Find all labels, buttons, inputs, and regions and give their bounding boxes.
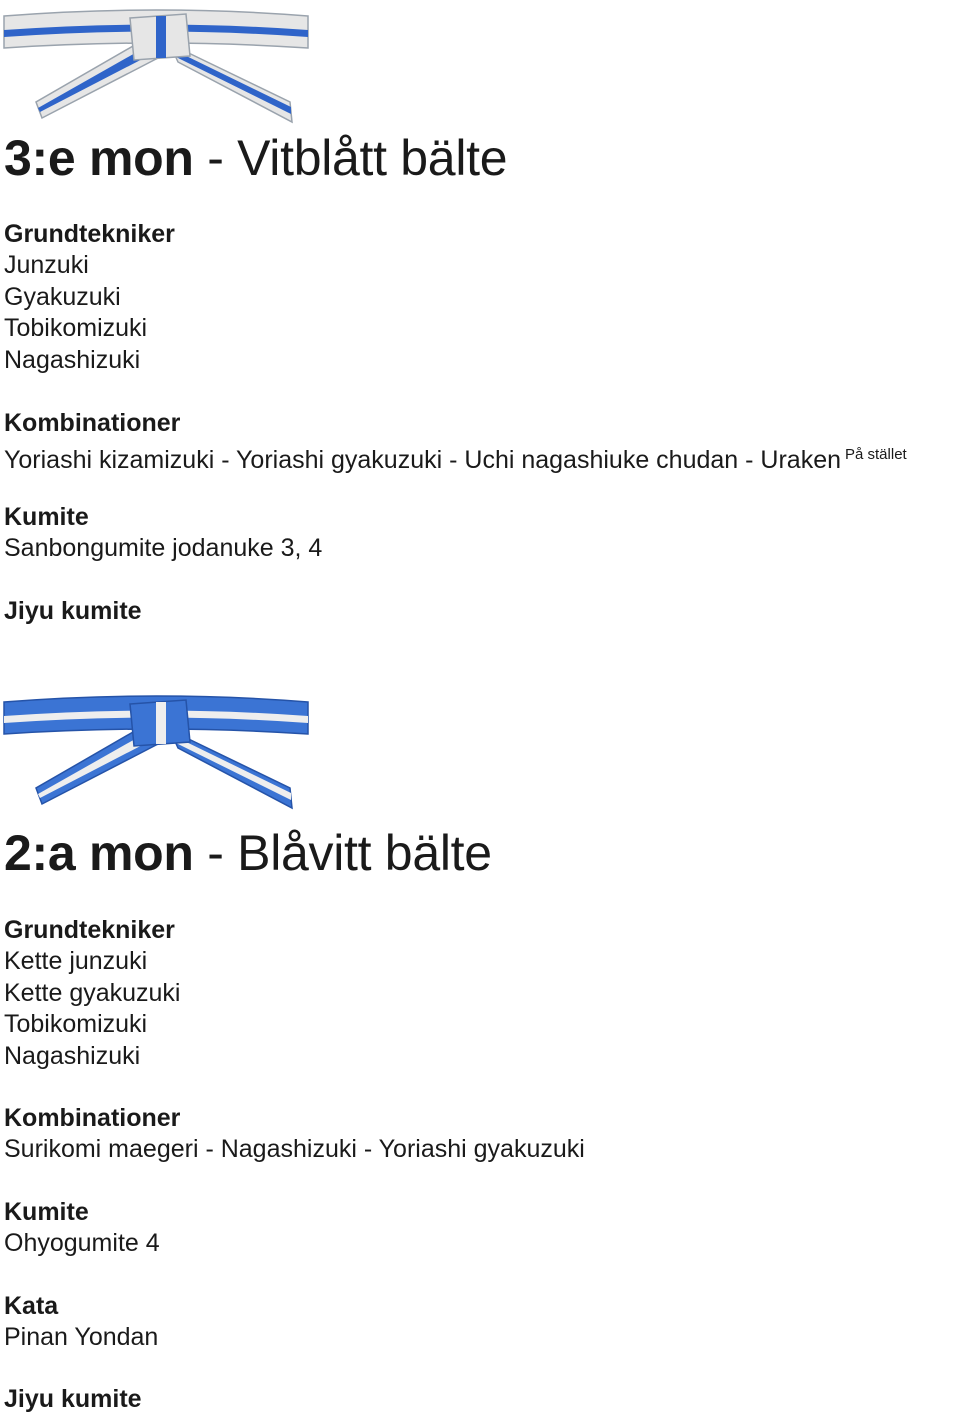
- kumite-item: Sanbongumite jodanuke 3, 4: [4, 534, 323, 562]
- title-separator: -: [207, 825, 224, 881]
- kombinationer-block: [4, 1103, 585, 1166]
- jiyu-kumite-block: [4, 596, 142, 627]
- combination-item: Surikomi maegeri - Nagashizuki - Yoriashi gyakuzuki: [4, 1135, 585, 1163]
- belt-title: [4, 825, 492, 881]
- blue-white-belt-icon: [2, 690, 312, 815]
- grundtekniker-block: [4, 219, 175, 376]
- technique-item: Junzuki: [4, 251, 89, 279]
- belt-name: Vitblått bälte: [237, 130, 508, 186]
- kata-item: Pinan Yondan: [4, 1323, 159, 1351]
- kumite-item: Ohyogumite 4: [4, 1229, 160, 1257]
- technique-item: Nagashizuki: [4, 345, 141, 374]
- section-heading: Kumite: [4, 503, 89, 531]
- section-heading: Kata: [4, 1292, 59, 1320]
- technique-item: Tobikomizuki: [4, 314, 148, 342]
- kumite-block: [4, 1197, 160, 1260]
- title-separator: -: [207, 130, 224, 186]
- technique-item: Tobikomizuki: [4, 1010, 148, 1038]
- technique-item: Kette gyakuzuki: [4, 978, 181, 1007]
- belt-title: [4, 130, 507, 186]
- white-blue-belt-icon: [2, 4, 312, 129]
- section-heading: Kombinationer: [4, 1104, 181, 1132]
- combination-note: På stället: [845, 446, 907, 463]
- grundtekniker-block: [4, 915, 181, 1072]
- kumite-block: [4, 502, 322, 565]
- belt-rank: 2:a mon: [4, 825, 194, 881]
- technique-item: Gyakuzuki: [4, 282, 121, 311]
- belt-rank: 3:e mon: [4, 130, 194, 186]
- section-heading: Kombinationer: [4, 409, 181, 437]
- belt-name: Blåvitt bälte: [237, 825, 492, 881]
- kombinationer-block: [4, 408, 907, 477]
- jiyu-kumite-block: [4, 1384, 142, 1415]
- kata-block: [4, 1291, 158, 1354]
- section-heading: Kumite: [4, 1198, 89, 1226]
- technique-item: Nagashizuki: [4, 1041, 141, 1070]
- combination-item: [4, 439, 907, 477]
- section-heading: Grundtekniker: [4, 916, 175, 944]
- section-heading: Jiyu kumite: [4, 597, 142, 625]
- technique-item: Kette junzuki: [4, 947, 148, 975]
- section-heading: Jiyu kumite: [4, 1385, 142, 1413]
- combination-text: Yoriashi kizamizuki - Yoriashi gyakuzuki - Uchi nagashiuke chudan - Uraken: [4, 446, 841, 474]
- section-heading: Grundtekniker: [4, 220, 175, 248]
